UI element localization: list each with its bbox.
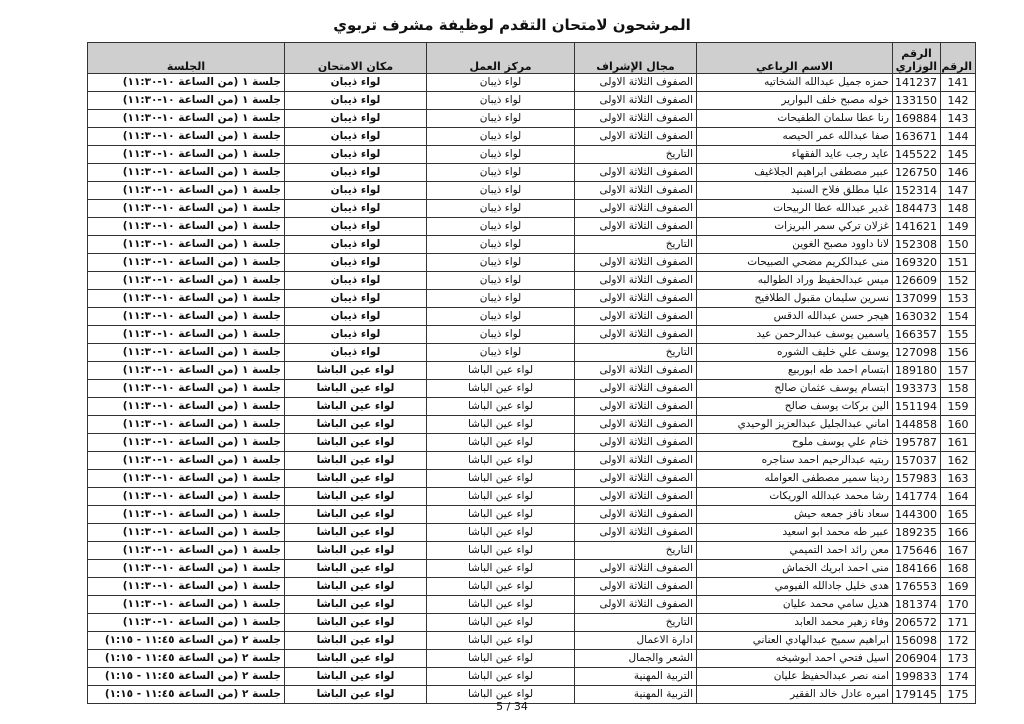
national-id-cell: 126750 [893,164,941,182]
work-center-cell: لواء ذيبان [427,344,575,362]
table-row [88,632,976,650]
session-cell: جلسة ١ (من الساعة ١٠-١١:٣٠) [88,614,285,632]
exam-place-cell: لواء ذيبان [285,146,427,164]
exam-place-cell: لواء عين الباشا [285,470,427,488]
name-cell: عبير طه محمد ابو اسعيد [697,524,893,542]
row-number: 161 [941,434,976,452]
table-row [88,362,976,380]
exam-place-cell: لواء ذيبان [285,74,427,92]
row-number: 170 [941,596,976,614]
row-number: 169 [941,578,976,596]
session-cell: جلسة ١ (من الساعة ١٠-١١:٣٠) [88,92,285,110]
table-row [88,236,976,254]
row-number: 172 [941,632,976,650]
exam-place-cell: لواء ذيبان [285,272,427,290]
name-cell: خوله مصبح خلف البوارير [697,92,893,110]
national-id-cell: 189180 [893,362,941,380]
row-number: 166 [941,524,976,542]
table-row [88,164,976,182]
row-number: 149 [941,218,976,236]
field-cell: الصفوف الثلاثة الاولى [575,326,697,344]
session-cell: جلسة ٢ (من الساعة ١١:٤٥ - ١:١٥) [88,668,285,686]
row-number: 145 [941,146,976,164]
national-id-cell: 206572 [893,614,941,632]
exam-place-cell: لواء عين الباشا [285,380,427,398]
row-number: 171 [941,614,976,632]
table-row [88,434,976,452]
name-cell: هدى خليل جادالله الفيومي [697,578,893,596]
national-id-cell: 151194 [893,398,941,416]
field-cell: الصفوف الثلاثة الاولى [575,164,697,182]
exam-place-cell: لواء ذيبان [285,344,427,362]
table-row [88,524,976,542]
session-cell: جلسة ١ (من الساعة ١٠-١١:٣٠) [88,272,285,290]
national-id-cell: 179145 [893,686,941,704]
name-cell: ابتسام احمد طه ابوربيع [697,362,893,380]
exam-place-cell: لواء عين الباشا [285,632,427,650]
session-cell: جلسة ١ (من الساعة ١٠-١١:٣٠) [88,344,285,362]
name-cell: هديل سامي محمد عليان [697,596,893,614]
national-id-cell: 176553 [893,578,941,596]
session-cell: جلسة ١ (من الساعة ١٠-١١:٣٠) [88,524,285,542]
session-cell: جلسة ١ (من الساعة ١٠-١١:٣٠) [88,290,285,308]
header-name: الاسم الرباعي [697,43,893,74]
field-cell: التاريخ [575,146,697,164]
session-cell: جلسة ١ (من الساعة ١٠-١١:٣٠) [88,506,285,524]
field-cell: الصفوف الثلاثة الاولى [575,182,697,200]
row-number: 157 [941,362,976,380]
exam-place-cell: لواء ذيبان [285,92,427,110]
field-cell: الصفوف الثلاثة الاولى [575,434,697,452]
name-cell: ياسمين يوسف عبدالرحمن عيد [697,326,893,344]
name-cell: رشا محمد عبدالله الوريكات [697,488,893,506]
row-number: 144 [941,128,976,146]
national-id-cell: 199833 [893,668,941,686]
exam-place-cell: لواء عين الباشا [285,560,427,578]
name-cell: ابتسام يوسف عثمان صالح [697,380,893,398]
exam-place-cell: لواء عين الباشا [285,434,427,452]
national-id-cell: 189235 [893,524,941,542]
header-place: مكان الامتحان [285,43,427,74]
national-id-cell: 144858 [893,416,941,434]
session-cell: جلسة ١ (من الساعة ١٠-١١:٣٠) [88,416,285,434]
table-row [88,92,976,110]
name-cell: سعاد نافز جمعه حيش [697,506,893,524]
name-cell: عايد رجب عايد الفقهاء [697,146,893,164]
page-title: المرشحون لامتحان التقدم لوظيفة مشرف تربوي [333,16,691,34]
work-center-cell: لواء ذيبان [427,290,575,308]
session-cell: جلسة ١ (من الساعة ١٠-١١:٣٠) [88,218,285,236]
national-id-cell: 152308 [893,236,941,254]
national-id-cell: 175646 [893,542,941,560]
field-cell: الصفوف الثلاثة الاولى [575,92,697,110]
work-center-cell: لواء ذيبان [427,74,575,92]
session-cell: جلسة ١ (من الساعة ١٠-١١:٣٠) [88,200,285,218]
session-cell: جلسة ١ (من الساعة ١٠-١١:٣٠) [88,110,285,128]
national-id-cell: 166357 [893,326,941,344]
field-cell: الصفوف الثلاثة الاولى [575,200,697,218]
name-cell: هيجر حسن عبدالله الدقس [697,308,893,326]
national-id-cell: 181374 [893,596,941,614]
field-cell: التاريخ [575,236,697,254]
table-row [88,128,976,146]
national-id-cell: 127098 [893,344,941,362]
row-number: 175 [941,686,976,704]
national-id-cell: 169320 [893,254,941,272]
row-number: 165 [941,506,976,524]
national-id-cell: 157037 [893,452,941,470]
field-cell: الصفوف الثلاثة الاولى [575,308,697,326]
exam-place-cell: لواء عين الباشا [285,650,427,668]
session-cell: جلسة ١ (من الساعة ١٠-١١:٣٠) [88,488,285,506]
session-cell: جلسة ١ (من الساعة ١٠-١١:٣٠) [88,596,285,614]
table-row [88,380,976,398]
work-center-cell: لواء ذيبان [427,326,575,344]
table-row [88,344,976,362]
table-row [88,560,976,578]
field-cell: الصفوف الثلاثة الاولى [575,506,697,524]
national-id-cell: 141237 [893,74,941,92]
national-id-cell: 184166 [893,560,941,578]
field-cell: الصفوف الثلاثة الاولى [575,560,697,578]
session-cell: جلسة ١ (من الساعة ١٠-١١:٣٠) [88,146,285,164]
name-cell: رنا عطا سلمان الطفيحات [697,110,893,128]
work-center-cell: لواء عين الباشا [427,632,575,650]
row-number: 158 [941,380,976,398]
work-center-cell: لواء ذيبان [427,254,575,272]
name-cell: منى عبدالكريم مضحي الصبيحات [697,254,893,272]
exam-place-cell: لواء ذيبان [285,164,427,182]
name-cell: غزلان تركي سمر البريزات [697,218,893,236]
session-cell: جلسة ١ (من الساعة ١٠-١١:٣٠) [88,326,285,344]
national-id-cell: 126609 [893,272,941,290]
table-row [88,146,976,164]
field-cell: التاريخ [575,614,697,632]
name-cell: منى احمد ابريك الخماش [697,560,893,578]
table-header-row [88,43,976,74]
national-id-cell: 156098 [893,632,941,650]
row-number: 147 [941,182,976,200]
row-number: 154 [941,308,976,326]
table-row [88,254,976,272]
work-center-cell: لواء عين الباشا [427,434,575,452]
row-number: 164 [941,488,976,506]
national-id-cell: 163671 [893,128,941,146]
exam-place-cell: لواء ذيبان [285,236,427,254]
row-number: 168 [941,560,976,578]
field-cell: الصفوف الثلاثة الاولى [575,128,697,146]
field-cell: الصفوف الثلاثة الاولى [575,470,697,488]
field-cell: التاريخ [575,542,697,560]
session-cell: جلسة ١ (من الساعة ١٠-١١:٣٠) [88,362,285,380]
field-cell: ادارة الاعمال [575,632,697,650]
exam-place-cell: لواء عين الباشا [285,578,427,596]
work-center-cell: لواء ذيبان [427,128,575,146]
national-id-cell: 169884 [893,110,941,128]
work-center-cell: لواء ذيبان [427,164,575,182]
national-id-cell: 206904 [893,650,941,668]
national-id-cell: 157983 [893,470,941,488]
session-cell: جلسة ١ (من الساعة ١٠-١١:٣٠) [88,398,285,416]
name-cell: عبير مصطفى ابراهيم الجلاغيف [697,164,893,182]
session-cell: جلسة ١ (من الساعة ١٠-١١:٣٠) [88,542,285,560]
row-number: 156 [941,344,976,362]
row-number: 162 [941,452,976,470]
work-center-cell: لواء ذيبان [427,236,575,254]
national-id-cell: 137099 [893,290,941,308]
table-row [88,668,976,686]
field-cell: التربية المهنية [575,668,697,686]
page-number: 5 / 34 [496,700,528,713]
row-number: 143 [941,110,976,128]
header-field: مجال الإشراف [575,43,697,74]
name-cell: ميس عبدالحفيظ وراد الطوالبه [697,272,893,290]
work-center-cell: لواء عين الباشا [427,542,575,560]
row-number: 174 [941,668,976,686]
work-center-cell: لواء عين الباشا [427,470,575,488]
work-center-cell: لواء عين الباشا [427,560,575,578]
field-cell: الصفوف الثلاثة الاولى [575,272,697,290]
field-cell: التربية المهنية [575,686,697,704]
row-number: 155 [941,326,976,344]
row-number: 153 [941,290,976,308]
field-cell: الصفوف الثلاثة الاولى [575,416,697,434]
work-center-cell: لواء عين الباشا [427,614,575,632]
exam-place-cell: لواء عين الباشا [285,362,427,380]
session-cell: جلسة ١ (من الساعة ١٠-١١:٣٠) [88,74,285,92]
work-center-cell: لواء عين الباشا [427,596,575,614]
session-cell: جلسة ٢ (من الساعة ١١:٤٥ - ١:١٥) [88,650,285,668]
work-center-cell: لواء عين الباشا [427,416,575,434]
session-cell: جلسة ١ (من الساعة ١٠-١١:٣٠) [88,470,285,488]
exam-place-cell: لواء ذيبان [285,128,427,146]
work-center-cell: لواء ذيبان [427,218,575,236]
row-number: 151 [941,254,976,272]
name-cell: يوسف علي خليف الشوره [697,344,893,362]
row-number: 163 [941,470,976,488]
field-cell: الصفوف الثلاثة الاولى [575,110,697,128]
header-session: الجلسة [88,43,285,74]
exam-place-cell: لواء ذيبان [285,218,427,236]
table-row [88,110,976,128]
row-number: 150 [941,236,976,254]
table-row [88,506,976,524]
name-cell: اميره عادل خالد الفقير [697,686,893,704]
table-row [88,650,976,668]
work-center-cell: لواء ذيبان [427,182,575,200]
row-number: 142 [941,92,976,110]
exam-place-cell: لواء ذيبان [285,182,427,200]
table-row [88,488,976,506]
session-cell: جلسة ١ (من الساعة ١٠-١١:٣٠) [88,128,285,146]
exam-place-cell: لواء عين الباشا [285,398,427,416]
header-national-id: الرقم الوزاري [893,43,941,74]
exam-place-cell: لواء عين الباشا [285,506,427,524]
field-cell: التاريخ [575,344,697,362]
exam-place-cell: لواء ذيبان [285,290,427,308]
work-center-cell: لواء عين الباشا [427,668,575,686]
exam-place-cell: لواء عين الباشا [285,416,427,434]
work-center-cell: لواء عين الباشا [427,650,575,668]
exam-place-cell: لواء عين الباشا [285,668,427,686]
name-cell: غدير عبدالله عطا الربيحات [697,200,893,218]
field-cell: الصفوف الثلاثة الاولى [575,596,697,614]
exam-place-cell: لواء عين الباشا [285,488,427,506]
row-number: 152 [941,272,976,290]
exam-place-cell: لواء عين الباشا [285,524,427,542]
exam-place-cell: لواء ذيبان [285,308,427,326]
name-cell: لانا داوود مصبح الغوين [697,236,893,254]
header-center: مركز العمل [427,43,575,74]
table-row [88,578,976,596]
field-cell: الصفوف الثلاثة الاولى [575,218,697,236]
work-center-cell: لواء عين الباشا [427,398,575,416]
table-row [88,452,976,470]
work-center-cell: لواء ذيبان [427,308,575,326]
name-cell: الين بركات يوسف صالح [697,398,893,416]
row-number: 148 [941,200,976,218]
name-cell: نسرين سليمان مقبول الطلافيح [697,290,893,308]
work-center-cell: لواء عين الباشا [427,488,575,506]
table-row [88,416,976,434]
header-num: الرقم [941,43,976,74]
field-cell: الصفوف الثلاثة الاولى [575,452,697,470]
session-cell: جلسة ١ (من الساعة ١٠-١١:٣٠) [88,434,285,452]
table-row [88,74,976,92]
name-cell: ختام علي يوسف ملوح [697,434,893,452]
table-row [88,470,976,488]
session-cell: جلسة ٢ (من الساعة ١١:٤٥ - ١:١٥) [88,632,285,650]
work-center-cell: لواء ذيبان [427,200,575,218]
work-center-cell: لواء عين الباشا [427,362,575,380]
national-id-cell: 193373 [893,380,941,398]
national-id-cell: 145522 [893,146,941,164]
national-id-cell: 133150 [893,92,941,110]
session-cell: جلسة ١ (من الساعة ١٠-١١:٣٠) [88,182,285,200]
table-row [88,200,976,218]
table-row [88,398,976,416]
table-row [88,542,976,560]
session-cell: جلسة ١ (من الساعة ١٠-١١:٣٠) [88,308,285,326]
field-cell: الصفوف الثلاثة الاولى [575,362,697,380]
session-cell: جلسة ١ (من الساعة ١٠-١١:٣٠) [88,452,285,470]
row-number: 173 [941,650,976,668]
work-center-cell: لواء ذيبان [427,110,575,128]
table-row [88,614,976,632]
national-id-cell: 141621 [893,218,941,236]
row-number: 141 [941,74,976,92]
name-cell: صفا عبدالله عمر الحيصه [697,128,893,146]
national-id-cell: 195787 [893,434,941,452]
field-cell: الصفوف الثلاثة الاولى [575,254,697,272]
row-number: 160 [941,416,976,434]
table-row [88,308,976,326]
work-center-cell: لواء عين الباشا [427,578,575,596]
exam-place-cell: لواء ذيبان [285,326,427,344]
work-center-cell: لواء عين الباشا [427,452,575,470]
candidates-table [87,42,976,704]
national-id-cell: 163032 [893,308,941,326]
field-cell: الصفوف الثلاثة الاولى [575,488,697,506]
name-cell: ربتيه عبدالرحيم احمد سناجره [697,452,893,470]
row-number: 159 [941,398,976,416]
national-id-cell: 152314 [893,182,941,200]
exam-place-cell: لواء عين الباشا [285,596,427,614]
session-cell: جلسة ٢ (من الساعة ١١:٤٥ - ١:١٥) [88,686,285,704]
field-cell: الشعر والجمال [575,650,697,668]
work-center-cell: لواء عين الباشا [427,380,575,398]
exam-place-cell: لواء ذيبان [285,110,427,128]
field-cell: الصفوف الثلاثة الاولى [575,290,697,308]
work-center-cell: لواء ذيبان [427,92,575,110]
table-row [88,272,976,290]
session-cell: جلسة ١ (من الساعة ١٠-١١:٣٠) [88,236,285,254]
exam-place-cell: لواء عين الباشا [285,614,427,632]
work-center-cell: لواء عين الباشا [427,506,575,524]
name-cell: اماني عبدالجليل عبدالعزيز الوحيدي [697,416,893,434]
session-cell: جلسة ١ (من الساعة ١٠-١١:٣٠) [88,578,285,596]
name-cell: ردينا سمير مصطفى العوامله [697,470,893,488]
work-center-cell: لواء ذيبان [427,146,575,164]
session-cell: جلسة ١ (من الساعة ١٠-١١:٣٠) [88,254,285,272]
exam-place-cell: لواء ذيبان [285,254,427,272]
name-cell: اسيل فتحي احمد ابوشيخه [697,650,893,668]
field-cell: الصفوف الثلاثة الاولى [575,74,697,92]
field-cell: الصفوف الثلاثة الاولى [575,524,697,542]
exam-place-cell: لواء عين الباشا [285,542,427,560]
name-cell: ابراهيم سميح عبدالهادي العناني [697,632,893,650]
name-cell: معن رائد احمد التميمي [697,542,893,560]
session-cell: جلسة ١ (من الساعة ١٠-١١:٣٠) [88,380,285,398]
session-cell: جلسة ١ (من الساعة ١٠-١١:٣٠) [88,560,285,578]
field-cell: الصفوف الثلاثة الاولى [575,398,697,416]
table-row [88,290,976,308]
field-cell: الصفوف الثلاثة الاولى [575,380,697,398]
name-cell: حمزه جميل عبدالله الشخاتيه [697,74,893,92]
name-cell: امنه نصر عبدالحفيظ عليان [697,668,893,686]
work-center-cell: لواء عين الباشا [427,524,575,542]
row-number: 146 [941,164,976,182]
name-cell: وفاء زهير محمد العابد [697,614,893,632]
exam-place-cell: لواء عين الباشا [285,452,427,470]
table-row [88,596,976,614]
exam-place-cell: لواء ذيبان [285,200,427,218]
national-id-cell: 141774 [893,488,941,506]
work-center-cell: لواء ذيبان [427,272,575,290]
work-center-cell: لواء عين الباشا [427,686,575,704]
exam-place-cell: لواء عين الباشا [285,686,427,704]
national-id-cell: 184473 [893,200,941,218]
table-row [88,326,976,344]
national-id-cell: 144300 [893,506,941,524]
session-cell: جلسة ١ (من الساعة ١٠-١١:٣٠) [88,164,285,182]
table-row [88,218,976,236]
table-row [88,182,976,200]
row-number: 167 [941,542,976,560]
name-cell: عليا مطلق فلاح السنيد [697,182,893,200]
field-cell: الصفوف الثلاثة الاولى [575,578,697,596]
